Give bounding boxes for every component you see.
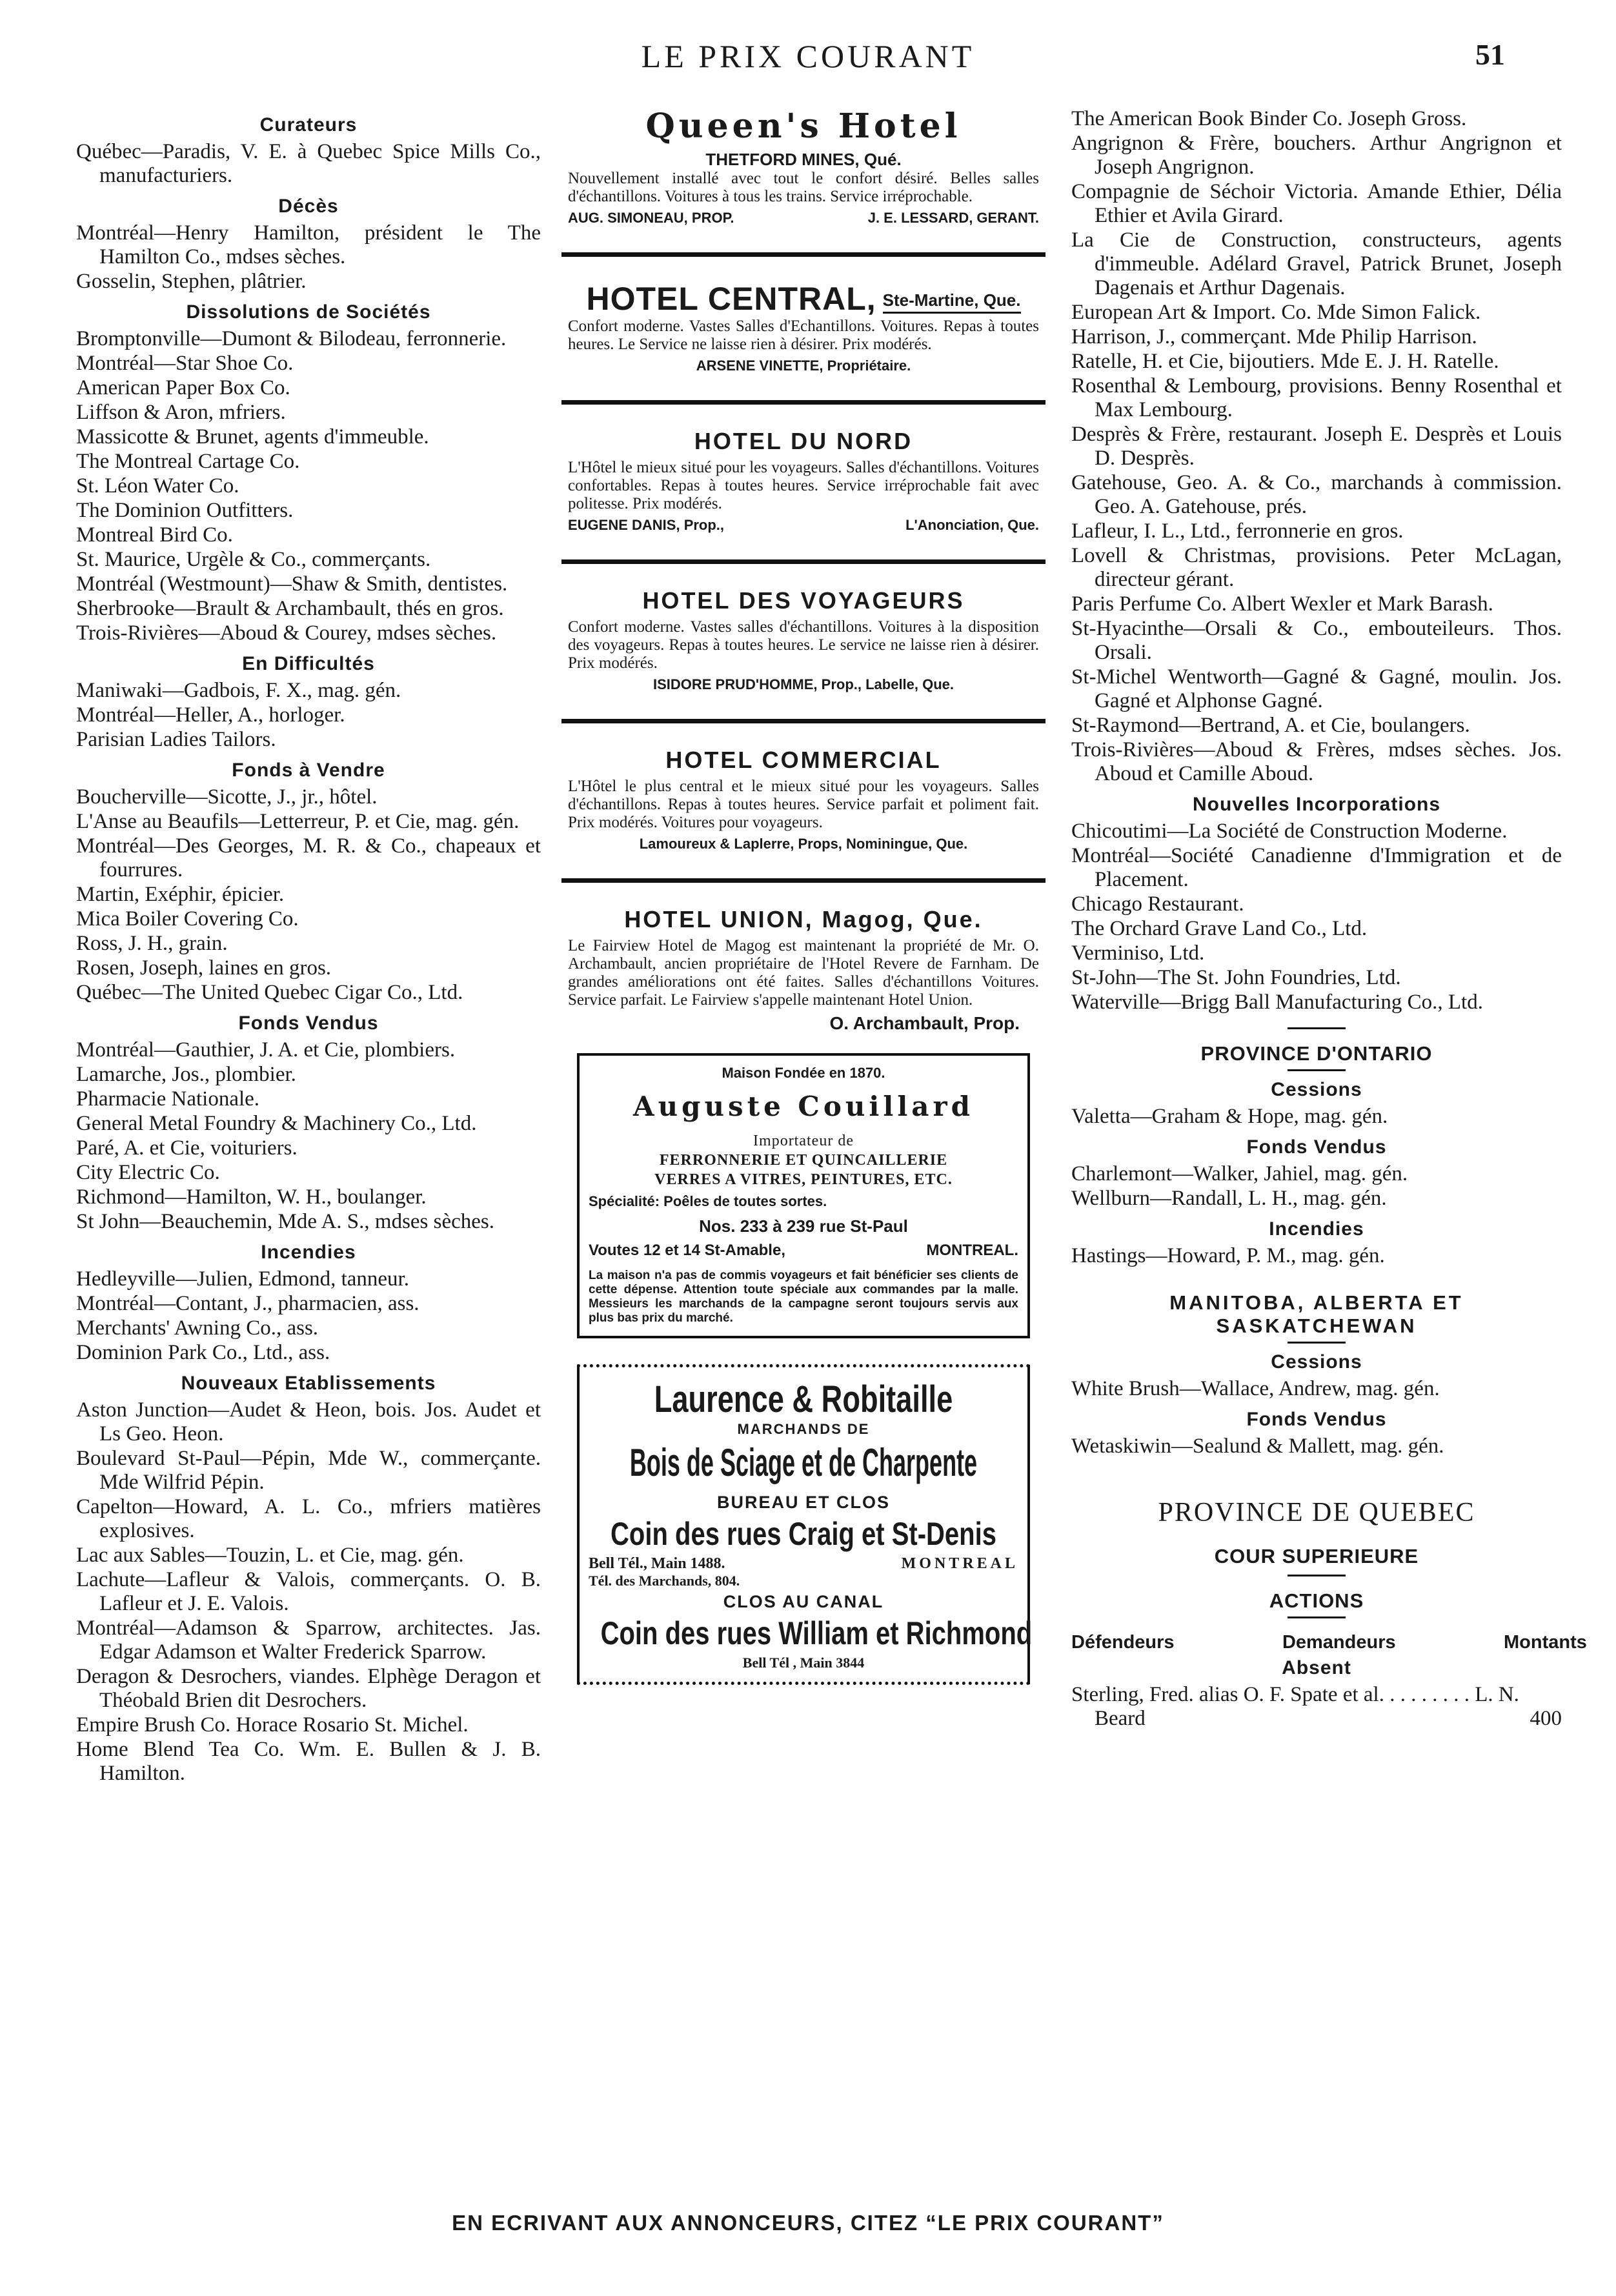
ad-footer xyxy=(561,836,1045,852)
list-entry: Verminiso, Ltd. xyxy=(1071,942,1205,965)
ad-goods: VERRES A VITRES, PEINTURES, ETC. xyxy=(654,1171,953,1188)
list-entry: Bromptonville—Dumont & Bilodeau, ferronnerie. xyxy=(76,327,507,350)
short-rule xyxy=(1288,1616,1346,1618)
ad-tel: Tél. des Marchands, 804. xyxy=(589,1573,740,1589)
ad-specialty: Spécialité: Poêles de toutes sortes. xyxy=(589,1193,827,1209)
list-entry: Montréal—Gauthier, J. A. et Cie, plombiers. xyxy=(76,1038,456,1062)
hotel-commercial-ad xyxy=(561,747,1045,852)
ad-title: Queen's Hotel xyxy=(645,106,962,146)
section-heading: Curateurs xyxy=(259,114,358,136)
section-heading: Incendies xyxy=(261,1242,356,1263)
ad-dealers: MARCHANDS DE xyxy=(737,1421,870,1437)
list-entry: La Cie de Construction, constructeurs, agents d'immeuble. Adélard Gravel, Patrick Brunet, Joseph Dagenais et Arthur Dagenais. xyxy=(1071,228,1562,299)
section-heading: Fonds Vendus xyxy=(1246,1136,1387,1158)
court-heading: COUR SUPERIEURE xyxy=(1214,1545,1419,1567)
ad-tel: Bell Tél , Main 3844 xyxy=(742,1655,865,1671)
list-entry: Montréal—Star Shoe Co. xyxy=(76,352,294,375)
list-entry: American Paper Box Co. xyxy=(76,376,290,399)
list-entry: Wetaskiwin—Sealund & Mallett, mag. gén. xyxy=(1071,1435,1444,1458)
short-rule xyxy=(1288,1027,1346,1029)
ad-owner: ISIDORE PRUD'HOMME, Prop., Labelle, Que. xyxy=(652,676,954,692)
ad-title: HOTEL DU NORD xyxy=(694,428,913,454)
list-entry: Ross, J. H., grain. xyxy=(76,932,228,955)
ad-body: L'Hôtel le mieux situé pour les voyageurs. Salles d'échantillons. Voitures confortables. Repas à toutes heures. Service irréprochable fait avec politesse. Prix modérés. xyxy=(568,459,1039,512)
ad-importer: Importateur de xyxy=(753,1133,854,1149)
ad-footer xyxy=(561,676,1045,693)
list-entry: Wellburn—Randall, L. H., mag. gén. xyxy=(1071,1187,1387,1210)
hotel-des-voyageurs-ad xyxy=(561,587,1045,693)
list-entry: Aston Junction—Audet & Heon, bois. Jos. Audet et Ls Geo. Heon. xyxy=(76,1398,541,1445)
list-entry: Deragon & Desrochers, viandes. Elphège Deragon et Théobald Brien dit Desrochers. xyxy=(76,1665,541,1712)
ad-title: HOTEL CENTRAL, xyxy=(586,281,876,317)
divider-rule xyxy=(561,252,1045,257)
ad-corner: Coin des rues Craig et St-Denis xyxy=(611,1516,996,1552)
section-heading: Cessions xyxy=(1271,1351,1362,1373)
list-entry: European Art & Import. Co. Mde Simon Falick. xyxy=(1071,301,1481,324)
section-heading: En Difficultés xyxy=(242,653,375,674)
list-entry: Chicoutimi—La Société de Construction Moderne. xyxy=(1071,820,1508,843)
ad-vaults: Voutes 12 et 14 St-Amable, xyxy=(589,1242,785,1259)
section-heading: Fonds Vendus xyxy=(238,1012,379,1034)
page-footer: EN ECRIVANT AUX ANNONCEURS, CITEZ “LE PRIX COURANT” xyxy=(452,2211,1164,2235)
case-amount: 400 xyxy=(1530,1707,1562,1730)
list-entry: Massicotte & Brunet, agents d'immeuble. xyxy=(76,425,429,448)
ad-title: Laurence & Robitaille xyxy=(654,1378,953,1420)
court-case xyxy=(1071,1683,1562,1731)
list-entry: Lovell & Christmas, provisions. Peter McLagan, directeur gérant. xyxy=(1071,544,1562,591)
actions-heading: ACTIONS xyxy=(1269,1589,1364,1612)
list-entry: St-Raymond—Bertrand, A. et Cie, boulangers. xyxy=(1071,714,1470,737)
right-column xyxy=(1071,106,1587,1731)
list-entry: Compagnie de Séchoir Victoria. Amande Ethier, Délia Ethier et Avila Girard. xyxy=(1071,180,1562,227)
ad-body: Nouvellement installé avec tout le confort désiré. Belles salles d'échantillons. Voitures à tous les trains. Service irréprochable. xyxy=(568,170,1039,205)
list-entry: Montréal—Heller, A., horloger. xyxy=(76,703,345,727)
divider-rule xyxy=(561,878,1045,883)
list-entry: Charlemont—Walker, Jahiel, mag. gén. xyxy=(1071,1162,1408,1185)
ad-footer xyxy=(561,517,1045,534)
list-entry: Merchants' Awning Co., ass. xyxy=(76,1316,319,1340)
list-entry: Martin, Exéphir, épicier. xyxy=(76,883,285,906)
list-entry: Montréal (Westmount)—Shaw & Smith, dentistes. xyxy=(76,572,508,596)
hotel-du-nord-ad xyxy=(561,428,1045,534)
ad-title: HOTEL DES VOYAGEURS xyxy=(642,587,965,614)
list-entry: Harrison, J., commerçant. Mde Philip Harrison. xyxy=(1071,325,1477,348)
list-entry: Pharmacie Nationale. xyxy=(76,1087,260,1111)
ad-body: Confort moderne. Vastes salles d'échantillons. Voitures à la disposition des voyageurs. Repas à toutes heures. Le service ne laisse rien à désirer. Prix modérés. xyxy=(568,618,1039,672)
ad-manager: J. E. LESSARD, GERANT. xyxy=(867,210,1039,226)
ad-address-row xyxy=(589,1242,1018,1260)
ad-corner: Coin des rues William et Richmond xyxy=(600,1615,1033,1651)
list-entry: The Orchard Grave Land Co., Ltd. xyxy=(1071,917,1368,940)
ad-office: BUREAU ET CLOS xyxy=(716,1493,890,1512)
section-heading: Fonds à Vendre xyxy=(232,760,385,781)
ad-location-text: THETFORD MINES, Qué. xyxy=(705,150,902,169)
defendants-header: Défendeurs xyxy=(1071,1632,1175,1653)
ad-body: L'Hôtel le plus central et le mieux situé pour les voyageurs. Salles d'échantillons. Repas à toutes heures. Service parfait et poliment fait. Prix modérés. Voitures pour voyageurs. xyxy=(568,778,1039,831)
ad-footer xyxy=(561,210,1045,227)
list-entry: St-Michel Wentworth—Gagné & Gagné, moulin. Jos. Gagné et Alphonse Gagné. xyxy=(1071,665,1562,712)
divider-rule xyxy=(561,559,1045,564)
ad-goods: FERRONNERIE ET QUINCAILLERIE xyxy=(659,1152,948,1169)
list-entry: Valetta—Graham & Hope, mag. gén. xyxy=(1071,1105,1388,1128)
list-entry: Rosenthal & Lembourg, provisions. Benny Rosenthal et Max Lembourg. xyxy=(1071,374,1562,421)
manitoba-sections xyxy=(1071,1351,1562,1458)
list-entry: Trois-Rivières—Aboud & Courey, mdses sèches. xyxy=(76,621,497,645)
list-entry: Montréal—Adamson & Sparrow, architectes. Jas. Edgar Adamson et Walter Frederick Sparrow. xyxy=(76,1616,541,1664)
list-entry: The Dominion Outfitters. xyxy=(76,499,294,522)
plaintiffs-header: Demandeurs xyxy=(1282,1632,1396,1653)
ad-owner: AUG. SIMONEAU, PROP. xyxy=(568,210,734,226)
list-entry: Lac aux Sables—Touzin, L. et Cie, mag. gén. xyxy=(76,1544,464,1567)
list-entry: Montréal—Contant, J., pharmacien, ass. xyxy=(76,1292,419,1315)
list-entry: Paré, A. et Cie, voituriers. xyxy=(76,1136,298,1160)
list-entry: Québec—Paradis, V. E. à Quebec Spice Mills Co., manufacturiers. xyxy=(76,140,541,187)
ontario-sections xyxy=(1071,1079,1562,1268)
list-entry: Parisian Ladies Tailors. xyxy=(76,728,276,751)
nouvelles-entries xyxy=(1071,820,1562,1014)
list-entry: Rosen, Joseph, laines en gros. xyxy=(76,956,332,980)
list-entry: Trois-Rivières—Aboud & Frères, mdses sèches. Jos. Aboud et Camille Aboud. xyxy=(1071,738,1562,785)
laurence-robitaille-ad xyxy=(577,1364,1033,1685)
ad-title: Auguste Couillard xyxy=(633,1091,974,1122)
ad-body: Le Fairview Hotel de Magog est maintenant la propriété de Mr. O. Archambault, ancien propriétaire de l'Hotel Revere de Farnham. De grandes améliorations ont été faites. Salles d'échantillons Voitures. Service parfait. Le Fairview s'appelle maintenant Hotel Union. xyxy=(568,937,1039,1009)
province-heading: MANITOBA, ALBERTA ET SASKATCHEWAN xyxy=(1169,1291,1464,1337)
short-rule xyxy=(1288,1069,1346,1071)
list-entry: Sherbrooke—Brault & Archambault, thés en gros. xyxy=(76,597,504,620)
list-entry: St. Léon Water Co. xyxy=(76,474,239,498)
ad-title: HOTEL COMMERCIAL xyxy=(665,747,942,773)
ad-goods: Bois de Sciage et de Charpente xyxy=(629,1441,978,1484)
list-entry: Maniwaki—Gadbois, F. X., mag. gén. xyxy=(76,679,401,702)
ad-footer xyxy=(561,357,1045,374)
list-entry: Dominion Park Co., Ltd., ass. xyxy=(76,1341,330,1364)
couillard-ad xyxy=(577,1053,1030,1338)
list-entry: Waterville—Brigg Ball Manufacturing Co., Ltd. xyxy=(1071,991,1483,1014)
list-entry: Montreal Bird Co. xyxy=(76,523,233,547)
list-entry: Gatehouse, Geo. A. & Co., marchands à commission. Geo. A. Gatehouse, prés. xyxy=(1071,471,1562,518)
ad-owner: O. Archambault, Prop. xyxy=(829,1013,1020,1033)
section-heading: Cessions xyxy=(1271,1079,1362,1100)
list-entry: St-John—The St. John Foundries, Ltd. xyxy=(1071,966,1401,989)
list-entry: Gosselin, Stephen, plâtrier. xyxy=(76,270,307,293)
list-entry: The Montreal Cartage Co. xyxy=(76,450,300,473)
hotel-union-ad xyxy=(561,906,1045,1034)
list-entry: Montréal—Des Georges, M. R. & Co., chapeaux et fourrures. xyxy=(76,834,541,881)
list-entry: Empire Brush Co. Horace Rosario St. Michel. xyxy=(76,1713,469,1737)
cases-table-header xyxy=(1071,1631,1587,1653)
list-entry: Hastings—Howard, P. M., mag. gén. xyxy=(1071,1244,1385,1267)
list-entry: St John—Beauchemin, Mde A. S., mdses sèches. xyxy=(76,1210,495,1233)
divider-rule xyxy=(561,719,1045,723)
ad-tel: Bell Tél., Main 1488. xyxy=(589,1555,725,1572)
list-entry: Boucherville—Sicotte, J., jr., hôtel. xyxy=(76,785,378,809)
list-entry: General Metal Foundry & Machinery Co., Ltd. xyxy=(76,1112,477,1135)
ad-tel-row xyxy=(589,1555,1018,1573)
page-number: 51 xyxy=(1475,38,1505,71)
list-entry: Lafleur, I. L., Ltd., ferronnerie en gros. xyxy=(1071,519,1404,543)
list-entry: St-Hyacinthe—Orsali & Co., embouteileurs. Thos. Orsali. xyxy=(1071,617,1562,664)
ad-body: Confort moderne. Vastes Salles d'Echantillons. Voitures. Repas à toutes heures. Le Service ne laisse rien à désirer. Prix modérés. xyxy=(568,317,1039,353)
ad-city: MONTREAL. xyxy=(926,1242,1018,1259)
list-entry: Home Blend Tea Co. Wm. E. Bullen & J. B. Hamilton. xyxy=(76,1738,541,1785)
section-heading: Dissolutions de Sociétés xyxy=(186,301,431,323)
right-top-entries xyxy=(1071,107,1562,786)
ad-founded: Maison Fondée en 1870. xyxy=(722,1065,885,1081)
list-entry: Capelton—Howard, A. L. Co., mfriers matières explosives. xyxy=(76,1495,541,1542)
page-header xyxy=(0,37,1616,83)
ad-owner: EUGENE DANIS, Prop., xyxy=(568,517,725,533)
ad-location xyxy=(561,150,1045,170)
list-entry: Paris Perfume Co. Albert Wexler et Mark Barash. xyxy=(1071,592,1493,616)
ad-location: L'Anonciation, Que. xyxy=(905,517,1039,533)
section-heading: Fonds Vendus xyxy=(1246,1409,1387,1430)
ad-canal: CLOS AU CANAL xyxy=(723,1592,884,1611)
list-entry: Lachute—Lafleur & Valois, commerçants. O. B. Lafleur et J. E. Valois. xyxy=(76,1568,541,1615)
case-text: Sterling, Fred. alias O. F. Spate et al. . . . . . . . . L. N. Beard xyxy=(1071,1683,1519,1730)
ad-owner: Lamoureux & Laplerre, Props, Nominingue, Que. xyxy=(639,836,968,852)
list-entry: Montréal—Henry Hamilton, président le The Hamilton Co., mdses sèches. xyxy=(76,221,541,268)
list-entry: Angrignon & Frère, bouchers. Arthur Angrignon et Joseph Angrignon. xyxy=(1071,132,1562,179)
ad-title-row xyxy=(561,280,1045,317)
hotel-central-ad xyxy=(561,280,1045,374)
ad-city: MONTREAL xyxy=(901,1555,1018,1572)
list-entry: Ratelle, H. et Cie, bijoutiers. Mde E. J. H. Ratelle. xyxy=(1071,350,1499,373)
province-heading: PROVINCE DE QUEBEC xyxy=(1158,1498,1475,1527)
list-entry: L'Anse au Beaufils—Letterreur, P. et Cie, mag. gén. xyxy=(76,810,520,833)
list-entry: Québec—The United Quebec Cigar Co., Ltd. xyxy=(76,981,463,1004)
left-column xyxy=(76,106,541,1786)
ad-location: Ste-Martine, Que. xyxy=(883,290,1021,314)
middle-column xyxy=(561,106,1045,1685)
divider-rule xyxy=(561,400,1045,405)
ad-address: Nos. 233 à 239 rue St-Paul xyxy=(699,1216,908,1236)
list-entry: Mica Boiler Covering Co. xyxy=(76,907,299,931)
ad-footer xyxy=(561,1013,1045,1034)
list-entry: The American Book Binder Co. Joseph Gross. xyxy=(1071,107,1467,130)
list-entry: Desprès & Frère, restaurant. Joseph E. Desprès et Louis D. Desprès. xyxy=(1071,423,1562,470)
list-entry: Boulevard St-Paul—Pépin, Mde W., commerçante. Mde Wilfrid Pépin. xyxy=(76,1447,541,1494)
absent-label: Absent xyxy=(1282,1657,1351,1678)
publication-title: LE PRIX COURANT xyxy=(641,38,975,74)
list-entry: Richmond—Hamilton, W. H., boulanger. xyxy=(76,1185,427,1209)
short-rule xyxy=(1288,1575,1346,1576)
short-rule xyxy=(1288,1342,1346,1344)
list-entry: Chicago Restaurant. xyxy=(1071,892,1244,916)
list-entry: Montréal—Société Canadienne d'Immigration et de Placement. xyxy=(1071,844,1562,891)
ad-note: La maison n'a pas de commis voyageurs et fait bénéficier ses clients de cette dépense. Attention toute spéciale aux commandes par la malle. Messieurs les marchands de la campagne seront toujours servis aux plus bas prix du marché. xyxy=(589,1269,1018,1325)
list-entry: White Brush—Wallace, Andrew, mag. gén. xyxy=(1071,1377,1440,1400)
list-entry: St. Maurice, Urgèle & Co., commerçants. xyxy=(76,548,431,571)
province-heading: PROVINCE D'ONTARIO xyxy=(1200,1042,1433,1065)
amounts-header: Montants xyxy=(1504,1632,1587,1653)
list-entry: Hedleyville—Julien, Edmond, tanneur. xyxy=(76,1267,409,1291)
section-heading: Décès xyxy=(278,196,339,217)
section-heading: Incendies xyxy=(1269,1218,1364,1240)
list-entry: Liffson & Aron, mfriers. xyxy=(76,401,286,424)
list-entry: Lamarche, Jos., plombier. xyxy=(76,1063,296,1086)
section-heading: Nouveaux Etablissements xyxy=(181,1373,436,1394)
section-heading: Nouvelles Incorporations xyxy=(1192,794,1441,815)
ad-title: HOTEL UNION, Magog, Que. xyxy=(624,906,983,932)
ad-owner: ARSENE VINETTE, Propriétaire. xyxy=(696,357,911,374)
queens-hotel-ad xyxy=(561,106,1045,227)
list-entry: City Electric Co. xyxy=(76,1161,220,1184)
